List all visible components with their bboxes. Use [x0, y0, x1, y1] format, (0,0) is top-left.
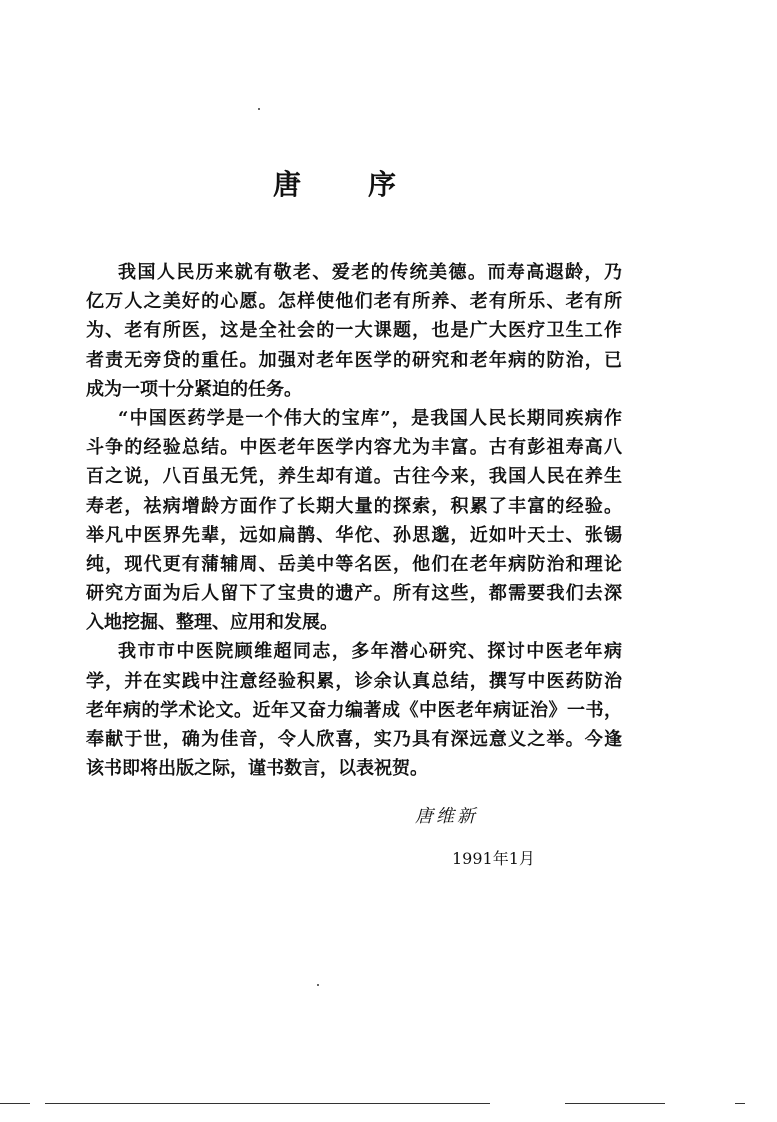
text-line: 寿老，祛病增龄方面作了长期大量的探索，积累了丰富的经验。: [86, 495, 622, 517]
text-line: 我市市中医院顾维超同志，多年潜心研究、探讨中医老年病: [118, 641, 622, 663]
text-line: “中国医药学是一个伟大的宝库”，是我国人民长期同疾病作: [118, 407, 622, 429]
bottom-rule: [0, 1103, 30, 1104]
text-line: 入地挖掘、整理、应用和发展。: [86, 612, 338, 634]
page-title-char-2: 序: [368, 168, 397, 201]
page-title-char-1: 唐: [273, 168, 302, 201]
text-line: 亿万人之美好的心愿。怎样使他们老有所养、老有所乐、老有所: [86, 291, 622, 313]
text-line: 斗争的经验总结。中医老年医学内容尤为丰富。古有彭祖寿高八: [86, 437, 622, 459]
text-line: 奉献于世，确为佳音，令人欣喜，实乃具有深远意义之举。今逢: [86, 729, 622, 750]
text-line: 我国人民历来就有敬老、爱老的传统美德。而寿高遐龄，乃: [118, 262, 622, 283]
text-line: 成为一项十分紧迫的任务。: [86, 378, 302, 400]
date-line: 1991年1月: [452, 849, 535, 868]
text-line: 老年病的学术论文。近年又奋力编著成《中医老年病证治》一书，: [86, 699, 622, 721]
bottom-rule: [565, 1103, 665, 1104]
text-line: 学，并在实践中注意经验积累，诊余认真总结，撰写中医药防治: [86, 670, 622, 692]
scan-speck: [317, 984, 319, 986]
text-line: 纯，现代更有蒲辅周、岳美中等名医，他们在老年病防治和理论: [86, 553, 622, 575]
text-line: 为、老有所医，这是全社会的一大课题，也是广大医疗卫生工作: [86, 320, 622, 342]
scan-speck: [258, 108, 260, 110]
bottom-rule: [45, 1103, 490, 1104]
text-line: 者责无旁贷的重任。加强对老年医学的研究和老年病的防治，已: [86, 349, 622, 371]
text-line: 研究方面为后人留下了宝贵的遗产。所有这些，都需要我们去深: [86, 583, 622, 605]
bottom-rule: [735, 1103, 745, 1104]
text-line: 举凡中医界先辈，远如扁鹊、华佗、孙思邈，近如叶天士、张锡: [86, 524, 622, 546]
author-signature: 唐维新: [415, 806, 478, 827]
text-line: 该书即将出版之际，谨书数言，以表祝贺。: [86, 758, 428, 780]
text-line: 百之说，八百虽无凭，养生却有道。古往今来，我国人民在养生: [86, 466, 622, 488]
preface-body: [86, 258, 622, 783]
